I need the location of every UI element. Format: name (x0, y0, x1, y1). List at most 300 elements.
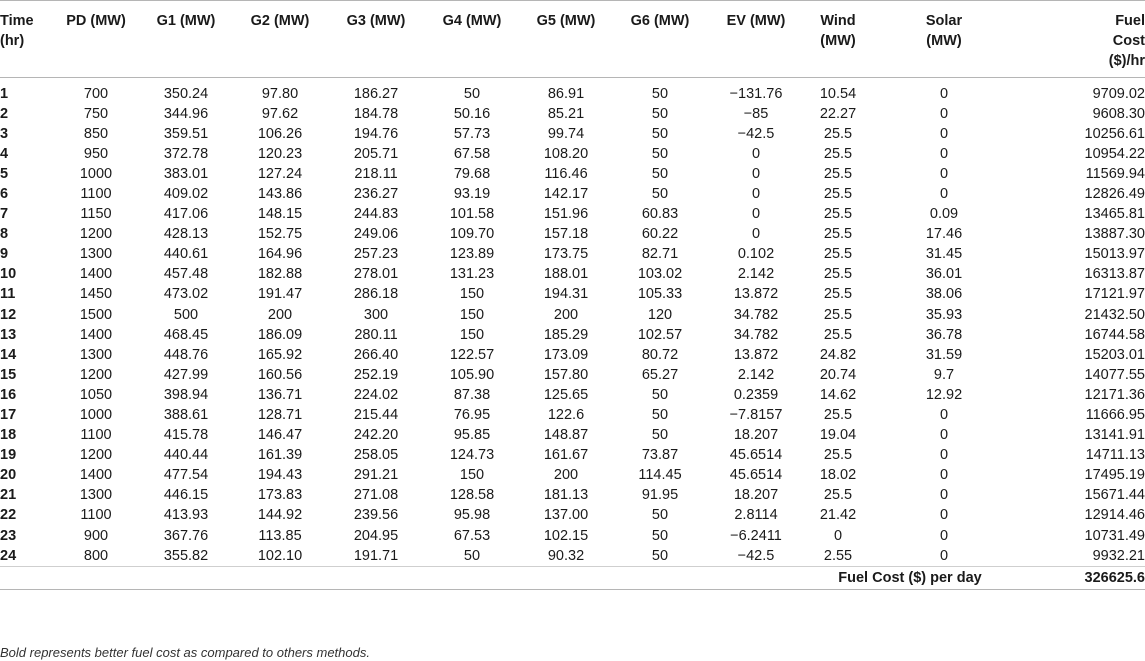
table-cell: 161.39 (257, 447, 303, 464)
time-cell: 22 (0, 507, 17, 524)
table-cell: 15671.44 (1084, 487, 1145, 504)
table-cell: 35.93 (925, 306, 963, 323)
table-cell: 950 (83, 145, 109, 162)
column-header-line: Wind (820, 13, 856, 29)
table-cell: 12171.36 (1084, 386, 1145, 403)
table-cell: 124.73 (449, 447, 495, 464)
column-header-line: EV (MW) (726, 13, 786, 29)
table-cell: 359.51 (163, 125, 209, 142)
table-cell: 50 (651, 125, 669, 142)
time-cell: 2 (0, 105, 9, 122)
table-cell: 95.85 (453, 427, 491, 444)
table-cell: 25.5 (823, 246, 853, 263)
table-cell: 12914.46 (1084, 507, 1145, 524)
table-row (0, 184, 1145, 204)
table-cell: 128.58 (449, 487, 495, 504)
dispatch-table (0, 1, 1145, 590)
table-cell: 142.17 (543, 185, 589, 202)
table-cell: 0 (939, 145, 949, 162)
time-cell: 18 (0, 427, 17, 444)
table-cell: 150 (459, 326, 485, 343)
table-cell: 173.09 (543, 346, 589, 363)
table-cell: 18.02 (819, 467, 857, 484)
column-header (872, 1, 1016, 77)
time-cell: 14 (0, 346, 17, 363)
table-cell: 136.71 (257, 386, 303, 403)
table-cell: 103.02 (637, 266, 683, 283)
table-cell: 13.872 (733, 286, 779, 303)
table-cell: 60.22 (641, 226, 679, 243)
table-row (0, 345, 1145, 365)
table-cell: 186.09 (257, 326, 303, 343)
table-cell: 14711.13 (1085, 447, 1145, 464)
table-row (0, 325, 1145, 345)
table-cell: 50 (651, 165, 669, 182)
table-cell: 76.95 (453, 407, 491, 423)
table-cell: 50 (463, 547, 481, 564)
table-cell: 11569.94 (1085, 165, 1145, 182)
table-cell: 14.62 (819, 386, 857, 403)
table-cell: 186.27 (353, 85, 399, 102)
table-cell: 0 (751, 206, 761, 223)
table-cell: 50 (651, 507, 669, 524)
table-cell: 13.872 (733, 346, 779, 363)
column-header-line: Time (0, 13, 34, 29)
table-cell: 0 (751, 185, 761, 202)
table-cell: 1500 (79, 306, 113, 323)
table-row (0, 526, 1145, 546)
table-cell: 181.13 (543, 487, 589, 504)
column-header (52, 1, 140, 77)
table-cell: 2.142 (737, 366, 775, 383)
column-header-line: G5 (MW) (536, 13, 596, 29)
table-cell: 109.70 (449, 226, 495, 243)
table-cell: 50 (651, 145, 669, 162)
table-cell: 700 (83, 85, 109, 102)
table-cell: 0 (939, 105, 949, 122)
table-row (0, 244, 1145, 264)
table-cell: 116.46 (544, 165, 588, 182)
table-cell: 120 (647, 306, 673, 323)
table-cell: 101.58 (449, 206, 495, 223)
table-cell: 18.207 (733, 487, 779, 504)
table-cell: 413.93 (163, 507, 209, 524)
time-cell: 24 (0, 547, 17, 564)
table-row (0, 365, 1145, 385)
table-cell: 93.19 (453, 185, 491, 202)
column-header (0, 1, 52, 77)
table-cell: 0.2359 (733, 386, 779, 403)
table-cell: 440.61 (163, 246, 209, 263)
table-cell: 236.27 (353, 185, 399, 202)
table-cell: 12826.49 (1084, 185, 1145, 202)
column-header (424, 1, 520, 77)
table-cell: 500 (173, 306, 199, 323)
table-cell: 157.80 (543, 366, 589, 383)
table-cell: 25.5 (823, 145, 853, 162)
table-row (0, 224, 1145, 244)
table-cell: 398.94 (163, 386, 209, 403)
table-cell: 36.78 (925, 326, 963, 343)
time-cell: 21 (0, 487, 17, 504)
column-header-line: Solar (925, 13, 963, 29)
time-cell: 4 (0, 145, 9, 162)
table-cell: 50 (651, 427, 669, 444)
table-cell: 417.06 (163, 206, 209, 223)
table-cell: 160.56 (257, 366, 303, 383)
table-cell: 258.05 (353, 447, 399, 464)
table-cell: 383.01 (163, 165, 209, 182)
table-cell: 67.58 (453, 145, 491, 162)
table-cell: 173.75 (543, 246, 589, 263)
table-cell: 1300 (79, 487, 113, 504)
table-cell: 16313.87 (1084, 266, 1145, 283)
table-cell: 355.82 (163, 547, 209, 564)
table-cell: 105.33 (637, 286, 683, 303)
table-cell: 409.02 (163, 185, 209, 202)
table-cell: 161.67 (543, 447, 589, 464)
time-cell: 20 (0, 467, 17, 484)
table-cell: 143.86 (257, 185, 303, 202)
table-cell: 82.71 (641, 246, 679, 263)
table-cell: 45.6514 (729, 467, 783, 484)
table-cell: 102.15 (543, 527, 589, 544)
table-cell: 11666.95 (1085, 407, 1145, 423)
table-cell: 114.45 (638, 467, 682, 484)
table-cell: 0 (939, 507, 949, 524)
table-cell: 50 (463, 85, 481, 102)
table-row (0, 385, 1145, 405)
table-cell: 0 (939, 427, 949, 444)
table-cell: 25.5 (823, 125, 853, 142)
table-cell: 372.78 (163, 145, 209, 162)
time-cell: 6 (0, 185, 9, 202)
table-cell: 25.5 (823, 407, 853, 423)
table-cell: 25.5 (823, 266, 853, 283)
table-cell: 249.06 (353, 226, 399, 243)
table-cell: 157.18 (543, 226, 589, 243)
table-row (0, 284, 1145, 304)
table-cell: 200 (553, 306, 579, 323)
table-row (0, 144, 1145, 164)
table-cell: 106.26 (257, 125, 303, 142)
table-cell: 50 (651, 185, 669, 202)
table-cell: 182.88 (257, 266, 303, 283)
time-cell: 15 (0, 366, 17, 383)
time-cell: 3 (0, 125, 9, 142)
table-cell: 20.74 (819, 366, 857, 383)
total-label: Fuel Cost ($) per day (804, 566, 1016, 589)
table-cell: 24.82 (819, 346, 857, 363)
column-header-line: G4 (MW) (442, 13, 502, 29)
table-cell: 194.43 (257, 467, 303, 484)
table-cell: 1300 (79, 246, 113, 263)
table-cell: 0.102 (737, 246, 775, 263)
table-cell: 242.20 (353, 427, 399, 444)
table-cell: 73.87 (641, 447, 679, 464)
column-header-line: Cost (1112, 33, 1145, 49)
table-cell: 146.47 (257, 427, 303, 444)
table-cell: 0 (939, 467, 949, 484)
table-row (0, 425, 1145, 445)
table-cell: 850 (83, 125, 109, 142)
table-cell: 150 (459, 286, 485, 303)
table-cell: 97.80 (261, 85, 299, 102)
table-cell: 0 (751, 145, 761, 162)
table-cell: 286.18 (353, 286, 399, 303)
table-cell: −131.76 (729, 85, 783, 102)
time-cell: 7 (0, 206, 9, 223)
table-cell: 184.78 (353, 105, 399, 122)
table-cell: 15013.97 (1084, 246, 1145, 263)
table-cell: 123.89 (449, 246, 495, 263)
column-header-line: Fuel (1115, 13, 1145, 29)
table-cell: 25.5 (823, 286, 853, 303)
column-header-line: ($)/hr (1108, 53, 1145, 69)
table-cell: 191.71 (353, 547, 399, 564)
table-cell: 102.10 (257, 547, 303, 564)
table-cell: 90.32 (547, 547, 585, 564)
table-cell: 137.00 (543, 507, 589, 524)
table-cell: 36.01 (925, 266, 963, 283)
table-cell: 91.95 (641, 487, 679, 504)
table-cell: 10.54 (819, 85, 857, 102)
table-cell: 87.38 (453, 386, 491, 403)
column-header-line: G2 (MW) (250, 13, 310, 29)
total-row-spacer (0, 566, 804, 589)
table-cell: 17121.97 (1084, 286, 1145, 303)
table-cell: 1000 (79, 407, 113, 423)
table-cell: 148.15 (257, 206, 303, 223)
table-cell: 50.16 (453, 105, 491, 122)
table-cell: 105.90 (449, 366, 495, 383)
table-cell: 1200 (79, 226, 113, 243)
time-cell: 10 (0, 266, 17, 283)
table-cell: 194.76 (353, 125, 399, 142)
table-cell: 1400 (79, 326, 113, 343)
table-cell: 1300 (79, 346, 113, 363)
column-header (328, 1, 424, 77)
time-cell: 9 (0, 246, 9, 263)
table-cell: 2.142 (737, 266, 775, 283)
table-cell: 131.23 (449, 266, 495, 283)
table-cell: 10954.22 (1084, 145, 1145, 162)
table-cell: 0 (751, 226, 761, 243)
table-cell: 10256.61 (1084, 125, 1145, 142)
table-cell: 50 (651, 547, 669, 564)
table-cell: 9.7 (933, 366, 955, 383)
table-cell: 300 (363, 306, 389, 323)
table-cell: 38.06 (925, 286, 963, 303)
table-row (0, 305, 1145, 325)
table-cell: 57.73 (453, 125, 491, 142)
time-cell: 8 (0, 226, 9, 243)
table-cell: 440.44 (163, 447, 209, 464)
table-cell: 1000 (79, 165, 113, 182)
table-cell: 477.54 (163, 467, 209, 484)
column-header (232, 1, 328, 77)
table-body (0, 77, 1145, 589)
time-cell: 11 (0, 286, 16, 303)
table-cell: −42.5 (737, 547, 775, 564)
table-cell: 67.53 (453, 527, 491, 544)
time-cell: 16 (0, 386, 17, 403)
table-cell: 239.56 (353, 507, 399, 524)
table-cell: 367.76 (163, 527, 209, 544)
table-cell: 215.44 (353, 407, 399, 423)
table-row (0, 445, 1145, 465)
table-cell: 900 (83, 527, 109, 544)
table-cell: 34.782 (733, 326, 779, 343)
table-cell: 95.98 (453, 507, 491, 524)
table-row (0, 204, 1145, 224)
table-cell: 113.85 (258, 527, 302, 544)
table-cell: 1100 (80, 507, 112, 524)
time-cell: 19 (0, 447, 17, 464)
table-cell: 244.83 (353, 206, 399, 223)
table-cell: 750 (83, 105, 109, 122)
column-header-line: (hr) (0, 33, 25, 49)
table-cell: 50 (651, 407, 669, 423)
table-cell: 415.78 (163, 427, 209, 444)
table-cell: 50 (651, 386, 669, 403)
total-value: 326625.6 (1016, 566, 1145, 589)
table-cell: 25.5 (823, 326, 853, 343)
table-cell: 350.24 (163, 85, 209, 102)
table-cell: 25.5 (823, 206, 853, 223)
time-cell: 12 (0, 306, 17, 323)
table-cell: 21432.50 (1084, 306, 1145, 323)
table-cell: 388.61 (163, 407, 209, 423)
table-cell: 25.5 (823, 165, 853, 182)
table-cell: −6.2411 (730, 527, 782, 544)
table-cell: 173.83 (257, 487, 303, 504)
table-cell: 0 (833, 527, 843, 544)
table-cell: 127.24 (257, 165, 303, 182)
table-cell: 25.5 (823, 226, 853, 243)
table-row (0, 124, 1145, 144)
table-cell: 1200 (79, 366, 113, 383)
table-cell: 185.29 (543, 326, 589, 343)
table-cell: 144.92 (257, 507, 303, 524)
table-cell: 0 (939, 125, 949, 142)
table-cell: 1150 (80, 206, 112, 223)
table-cell: 150 (459, 306, 485, 323)
table-row (0, 405, 1145, 425)
column-header-line: G1 (MW) (156, 13, 216, 29)
table-cell: 148.87 (543, 427, 589, 444)
table-cell: 2.55 (823, 547, 853, 564)
table-row (0, 104, 1145, 124)
table-cell: 1200 (79, 447, 113, 464)
table-cell: 457.48 (163, 266, 209, 283)
table-cell: 31.45 (925, 246, 963, 263)
table-cell: 468.45 (163, 326, 209, 343)
table-cell: 65.27 (641, 366, 679, 383)
table-cell: 25.5 (823, 487, 853, 504)
table-cell: 2.8114 (734, 507, 778, 524)
column-header-line: (MW) (926, 33, 962, 49)
table-cell: 13465.81 (1084, 206, 1145, 223)
table-cell: 252.19 (353, 366, 399, 383)
table-cell: 10731.49 (1084, 527, 1145, 544)
table-cell: 97.62 (261, 105, 299, 122)
table-cell: 188.01 (543, 266, 589, 283)
table-cell: 122.57 (449, 346, 495, 363)
column-header (708, 1, 804, 77)
table-cell: 0 (939, 447, 949, 464)
table-row (0, 164, 1145, 184)
table-cell: 1100 (80, 185, 112, 202)
table-cell: 257.23 (353, 246, 399, 263)
time-cell: 1 (0, 85, 9, 102)
table-row (0, 465, 1145, 485)
table-cell: 191.47 (257, 286, 303, 303)
table-cell: 200 (267, 306, 293, 323)
table-cell: 9932.21 (1092, 547, 1145, 564)
table-header-row (0, 1, 1145, 77)
column-header (804, 1, 872, 77)
table-cell: 102.57 (637, 326, 683, 343)
table-row (0, 264, 1145, 284)
table-cell: 0 (751, 165, 761, 182)
table-cell: 19.04 (819, 427, 857, 444)
table-cell: 18.207 (733, 427, 779, 444)
time-cell: 17 (0, 407, 17, 423)
table-cell: 205.71 (353, 145, 399, 162)
table-cell: 800 (83, 547, 109, 564)
table-cell: 151.96 (543, 206, 589, 223)
table-cell: 25.5 (823, 185, 853, 202)
table-cell: 0 (939, 185, 949, 202)
table-cell: 108.20 (543, 145, 589, 162)
table-cell: 14077.55 (1084, 366, 1145, 383)
table-cell: 150 (459, 467, 485, 484)
column-header (612, 1, 708, 77)
table-cell: 165.92 (257, 346, 303, 363)
table-footnote: Bold represents better fuel cost as compared to others methods. (0, 645, 370, 660)
table-cell: 266.40 (353, 346, 399, 363)
time-cell: 13 (0, 326, 17, 343)
table-cell: 1100 (80, 427, 112, 444)
table-cell: 200 (553, 467, 579, 484)
table-cell: 16744.58 (1084, 326, 1145, 343)
table-cell: 125.65 (543, 386, 589, 403)
table-cell: 224.02 (353, 386, 399, 403)
table-cell: 31.59 (925, 346, 963, 363)
table-cell: 25.5 (823, 306, 853, 323)
table-cell: 448.76 (163, 346, 209, 363)
table-cell: 99.74 (547, 125, 585, 142)
table-cell: 45.6514 (729, 447, 783, 464)
table-cell: 60.83 (641, 206, 679, 223)
table-cell: 218.11 (354, 165, 398, 182)
table-cell: 1400 (79, 467, 113, 484)
table-cell: 50 (651, 527, 669, 544)
table-cell: 152.75 (257, 226, 303, 243)
table-cell: 86.91 (547, 85, 585, 102)
table-cell: 280.11 (354, 326, 398, 343)
table-row (0, 546, 1145, 567)
table-cell: 291.21 (353, 467, 399, 484)
column-header (520, 1, 612, 77)
total-row (0, 566, 1145, 589)
table-cell: 13887.30 (1084, 226, 1145, 243)
table-row (0, 77, 1145, 104)
table-cell: 17495.19 (1084, 467, 1145, 484)
table-cell: 128.71 (257, 407, 303, 423)
column-header-line: G6 (MW) (630, 13, 690, 29)
